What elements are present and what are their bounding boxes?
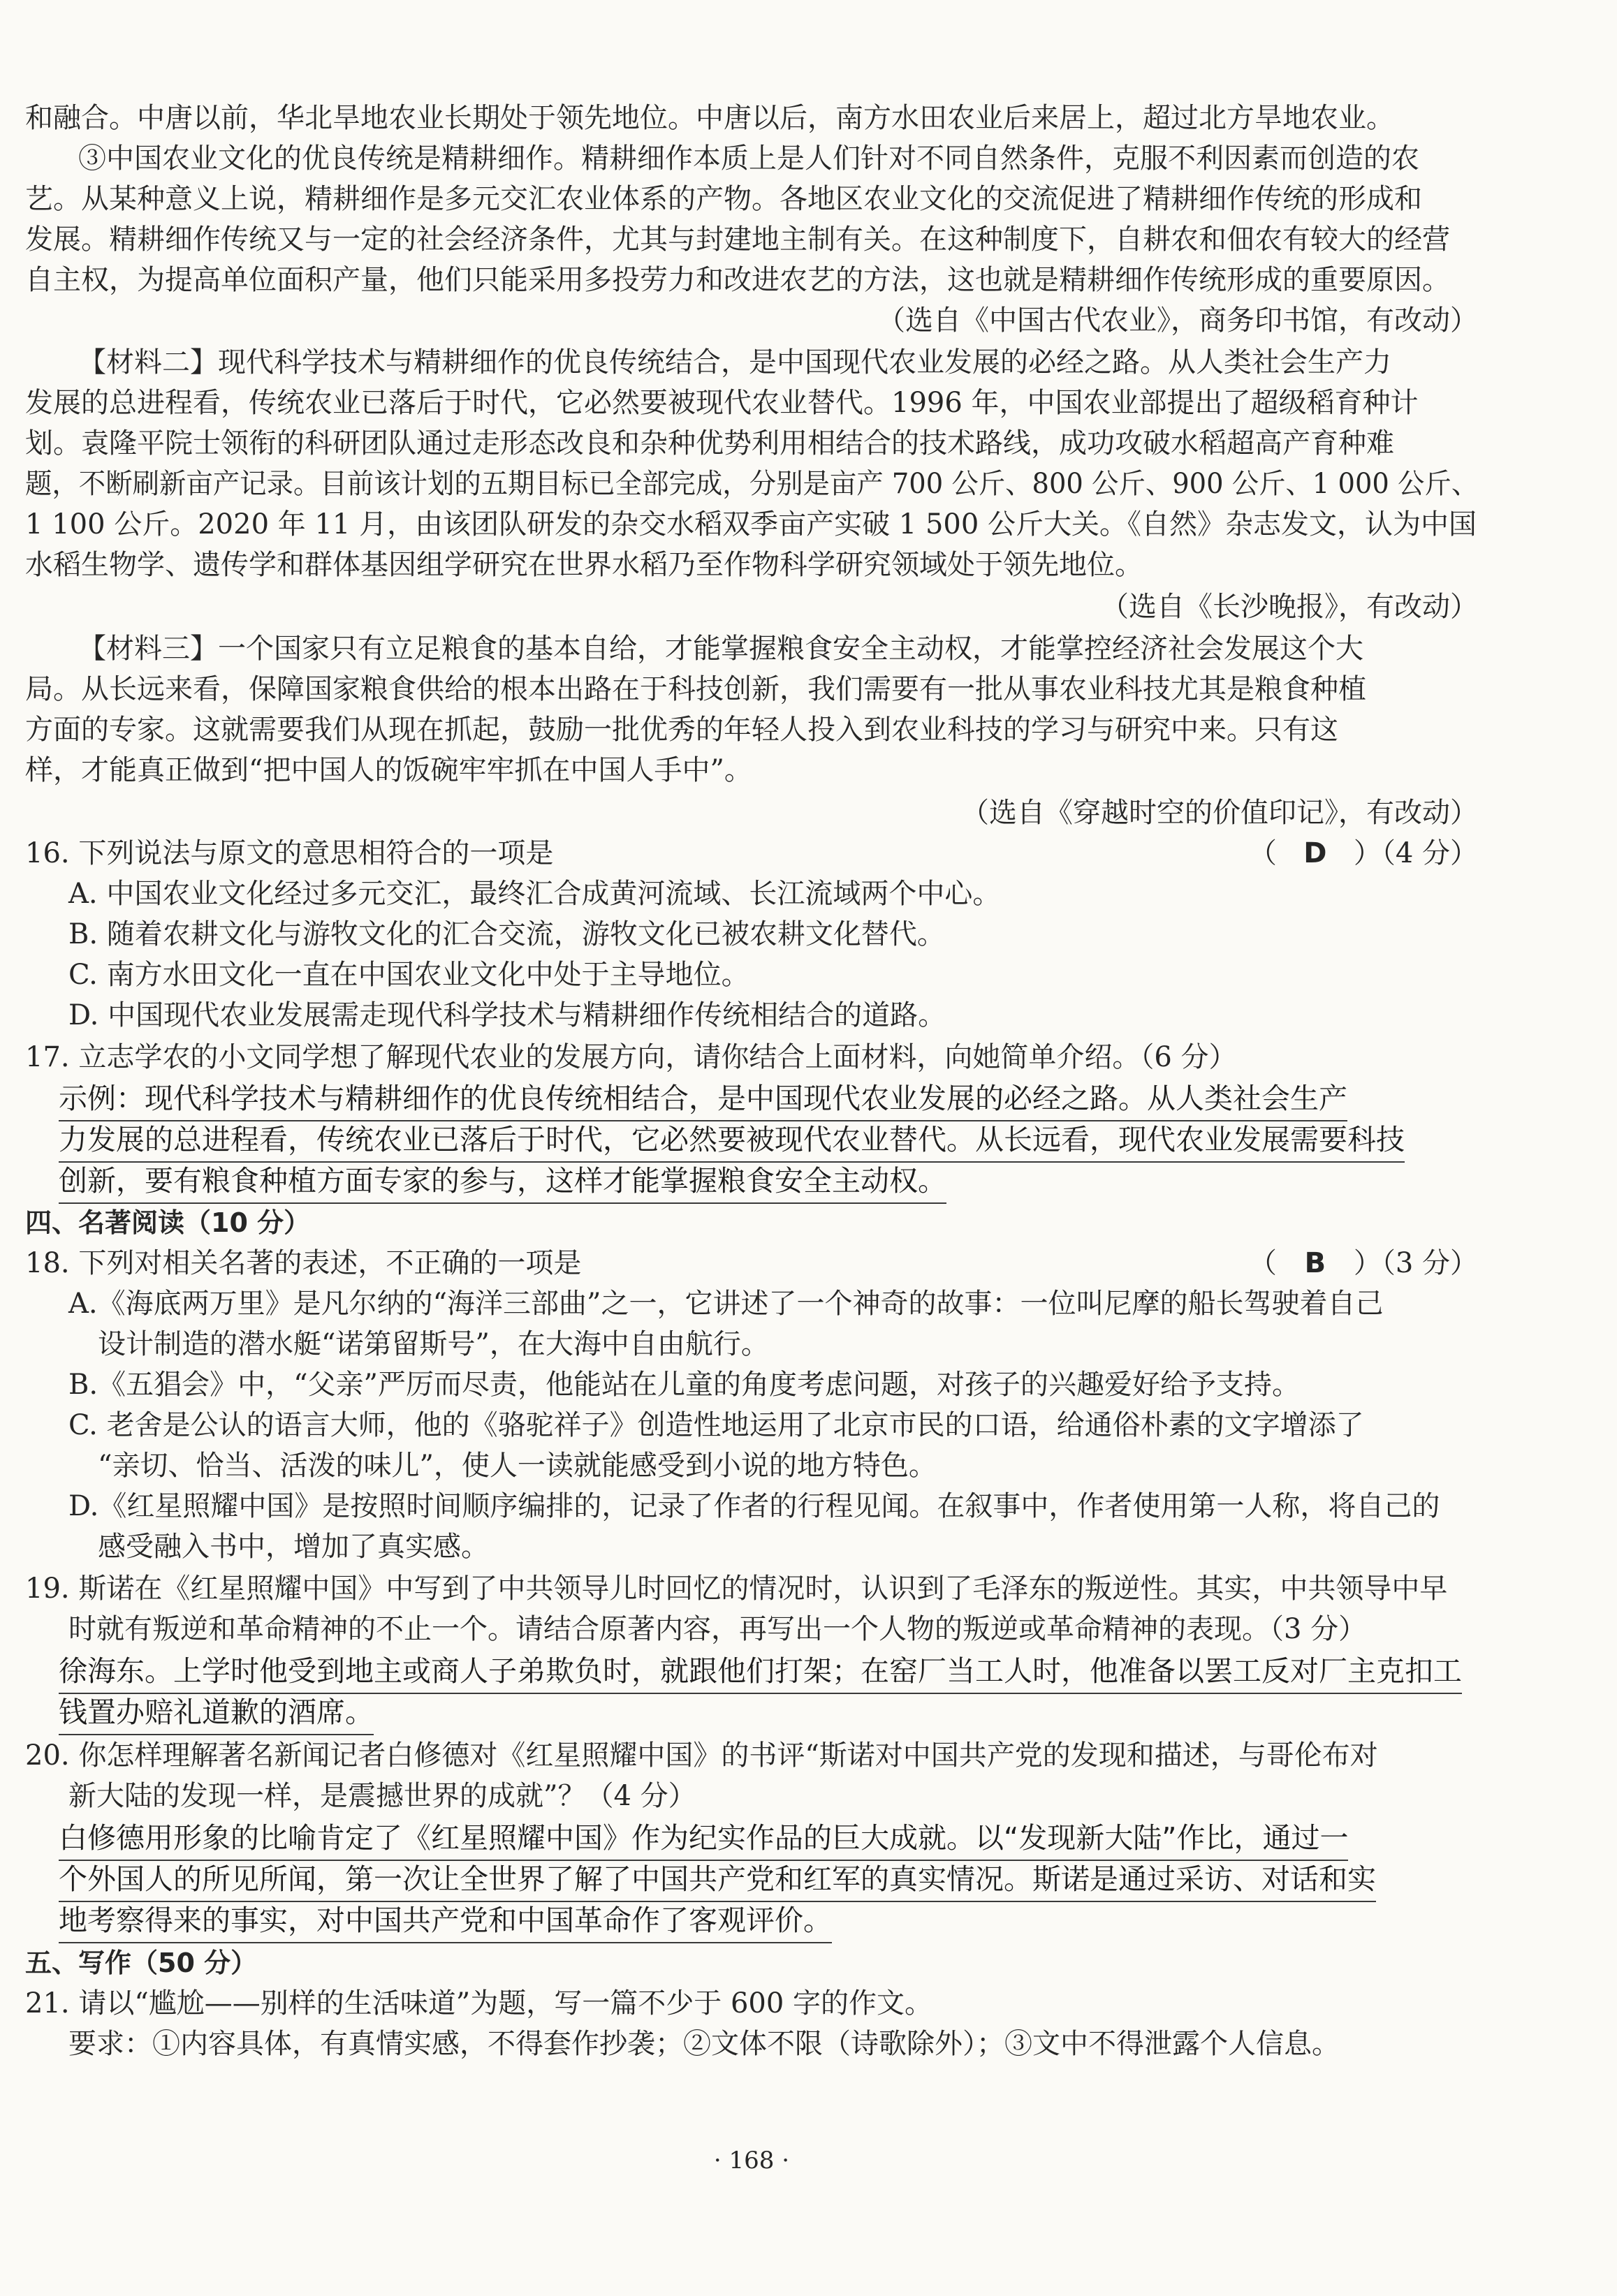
material2-line: 【材料二】现代科学技术与精耕细作的优良传统结合，是中国现代农业发展的必经之路。从人类社会生产力 (78, 346, 1391, 378)
q18-option-c: C. 老舍是公认的语言大师，他的《骆驼祥子》创造性地运用了北京市民的口语，给通俗朴素的文字增添了 (68, 1409, 1364, 1441)
material2-line: 划。袁隆平院士领衔的科研团队通过走形态改良和杂种优势利用相结合的技术路线，成功攻破水稻超高产育种难 (25, 427, 1394, 459)
q18-answer: B (1304, 1247, 1326, 1279)
q16-option-a: A. 中国农业文化经过多元交汇，最终汇合成黄河流域、长江流域两个中心。 (68, 878, 1001, 910)
page-number: · 168 · (713, 2147, 790, 2174)
q18-option-d-cont: 感受融入书中，增加了真实感。 (98, 1531, 489, 1563)
q18-option-d: D.《红星照耀中国》是按照时间顺序编排的，记录了作者的行程见闻。在叙事中，作者使用第一人称，将自己的 (68, 1490, 1440, 1522)
q21-requirements: 要求：①内容具体，有真情实感，不得套作抄袭；②文体不限（诗歌除外）；③文中不得泄露个人信息。 (68, 2028, 1340, 2060)
q19-handwritten-answer: 徐海东。上学时他受到地主或商人子弟欺负时，就跟他们打架；在窑厂当工人时，他准备以罢工反对厂主克扣工 (59, 1651, 1462, 1694)
q20-handwritten-answer: 个外国人的所见所闻，第一次让全世界了解了中国共产党和红军的真实情况。斯诺是通过采访、对话和实 (59, 1859, 1376, 1902)
q18-option-a: A.《海底两万里》是凡尔纳的“海洋三部曲”之一，它讲述了一个神奇的故事：一位叫尼摩的船长驾驶着自己 (68, 1288, 1384, 1320)
q21-stem: 21. 请以“尴尬——别样的生活味道”为题，写一篇不少于 600 字的作文。 (25, 1987, 933, 2019)
material2-source: （选自《长沙晚报》，有改动） (1101, 591, 1478, 623)
material2-line: 发展的总进程看，传统农业已落后于时代，它必然要被现代农业替代。1996 年，中国农业部提出了超级稻育种计 (25, 387, 1419, 419)
q20-stem-cont: 新大陆的发现一样，是震撼世界的成就”？（4 分） (68, 1780, 696, 1812)
q17-handwritten-answer: 创新，要有粮食种植方面专家的参与，这样才能掌握粮食安全主动权。 (59, 1161, 946, 1204)
material2-line: 水稻生物学、遗传学和群体基因组学研究在世界水稻乃至作物科学研究领域处于领先地位。 (25, 549, 1143, 581)
q16-option-b: B. 随着农耕文化与游牧文化的汇合交流，游牧文化已被农耕文化替代。 (68, 918, 945, 950)
material2-line: 1 100 公斤。2020 年 11 月，由该团队研发的杂交水稻双季亩产实破 1 500 公斤大关。《自然》杂志发文，认为中国 (25, 508, 1477, 540)
material3-line: 局。从长远来看，保障国家粮食供给的根本出路在于科技创新，我们需要有一批从事农业科技尤其是粮食种植 (25, 673, 1366, 705)
material1-line: 和融合。中唐以前，华北旱地农业长期处于领先地位。中唐以后，南方水田农业后来居上，超过北方旱地农业。 (25, 102, 1394, 134)
q19-handwritten-answer: 钱置办赔礼道歉的酒席。 (59, 1692, 374, 1735)
q18-score: （3 分） (1381, 1247, 1478, 1279)
q18-answer-box: （ B ）（3 分） (1249, 1243, 1478, 1283)
q17-stem: 17. 立志学农的小文同学想了解现代农业的发展方向，请你结合上面材料，向她简单介绍。（6 分） (25, 1041, 1237, 1073)
material3-line: 样，才能真正做到“把中国人的饭碗牢牢抓在中国人手中”。 (25, 754, 752, 786)
q16-answer-box: （ D ）（4 分） (1249, 833, 1478, 874)
q20-stem: 20. 你怎样理解著名新闻记者白修德对《红星照耀中国》的书评“斯诺对中国共产党的发现和描述，与哥伦布对 (25, 1739, 1378, 1772)
q18-option-b: B.《五猖会》中，“父亲”严厉而尽责，他能站在儿童的角度考虑问题，对孩子的兴趣爱好给予支持。 (68, 1369, 1301, 1401)
q18-option-c-cont: “亲切、恰当、活泼的味儿”，使人一读就能感受到小说的地方特色。 (98, 1450, 937, 1482)
section-4-heading: 四、名著阅读（10 分） (25, 1207, 311, 1238)
q16-answer: D (1303, 837, 1327, 869)
material3-source: （选自《穿越时空的价值印记》，有改动） (961, 797, 1478, 829)
q20-handwritten-answer: 白修德用形象的比喻肯定了《红星照耀中国》作为纪实作品的巨大成就。以“发现新大陆”作比，通过一 (59, 1818, 1348, 1861)
q17-handwritten-answer: 示例：现代科学技术与精耕细作的优良传统相结合，是中国现代农业发展的必经之路。从人类社会生产 (59, 1078, 1347, 1121)
q16-option-c: C. 南方水田文化一直在中国农业文化中处于主导地位。 (68, 959, 749, 991)
q18-option-a-cont: 设计制造的潜水艇“诺第留斯号”，在大海中自由航行。 (98, 1328, 769, 1360)
material1-line: ③中国农业文化的优良传统是精耕细作。精耕细作本质上是人们针对不同自然条件，克服不利因素而创造的农 (78, 142, 1419, 175)
q19-stem: 19. 斯诺在《红星照耀中国》中写到了中共领导儿时回忆的情况时，认识到了毛泽东的叛逆性。其实，中共领导中早 (25, 1573, 1448, 1605)
material2-line: 题，不断刷新亩产记录。目前该计划的五期目标已全部完成，分别是亩产 700 公斤、800 公斤、900 公斤、1 000 公斤、 (25, 468, 1479, 500)
q18-stem: 18. 下列对相关名著的表述，不正确的一项是 (25, 1247, 582, 1279)
q16-stem: 16. 下列说法与原文的意思相符合的一项是 (25, 837, 554, 869)
section-5-heading: 五、写作（50 分） (25, 1948, 258, 1978)
material1-line: 艺。从某种意义上说，精耕细作是多元交汇农业体系的产物。各地区农业文化的交流促进了精耕细作传统的形成和 (25, 183, 1422, 215)
material3-line: 【材料三】一个国家只有立足粮食的基本自给，才能掌握粮食安全主动权，才能掌控经济社会发展这个大 (78, 633, 1363, 665)
q16-score: （4 分） (1381, 837, 1478, 869)
material1-line: 自主权，为提高单位面积产量，他们只能采用多投劳力和改进农艺的方法，这也就是精耕细作传统形成的重要原因。 (25, 264, 1450, 296)
material1-line: 发展。精耕细作传统又与一定的社会经济条件，尤其与封建地主制有关。在这种制度下，自耕农和佃农有较大的经营 (25, 223, 1450, 256)
material3-line: 方面的专家。这就需要我们从现在抓起，鼓励一批优秀的年轻人投入到农业科技的学习与研究中来。只有这 (25, 714, 1338, 746)
material1-source: （选自《中国古代农业》，商务印书馆，有改动） (877, 304, 1478, 337)
q17-handwritten-answer: 力发展的总进程看，传统农业已落后于时代，它必然要被现代农业替代。从长远看，现代农业发展需要科技 (59, 1119, 1405, 1163)
q16-option-d: D. 中国现代农业发展需走现代科学技术与精耕细作传统相结合的道路。 (68, 999, 946, 1031)
q19-stem-cont: 时就有叛逆和革命精神的不止一个。请结合原著内容，再写出一个人物的叛逆或革命精神的表现。（3 分） (68, 1613, 1367, 1645)
q20-handwritten-answer: 地考察得来的事实，对中国共产党和中国革命作了客观评价。 (59, 1900, 832, 1943)
